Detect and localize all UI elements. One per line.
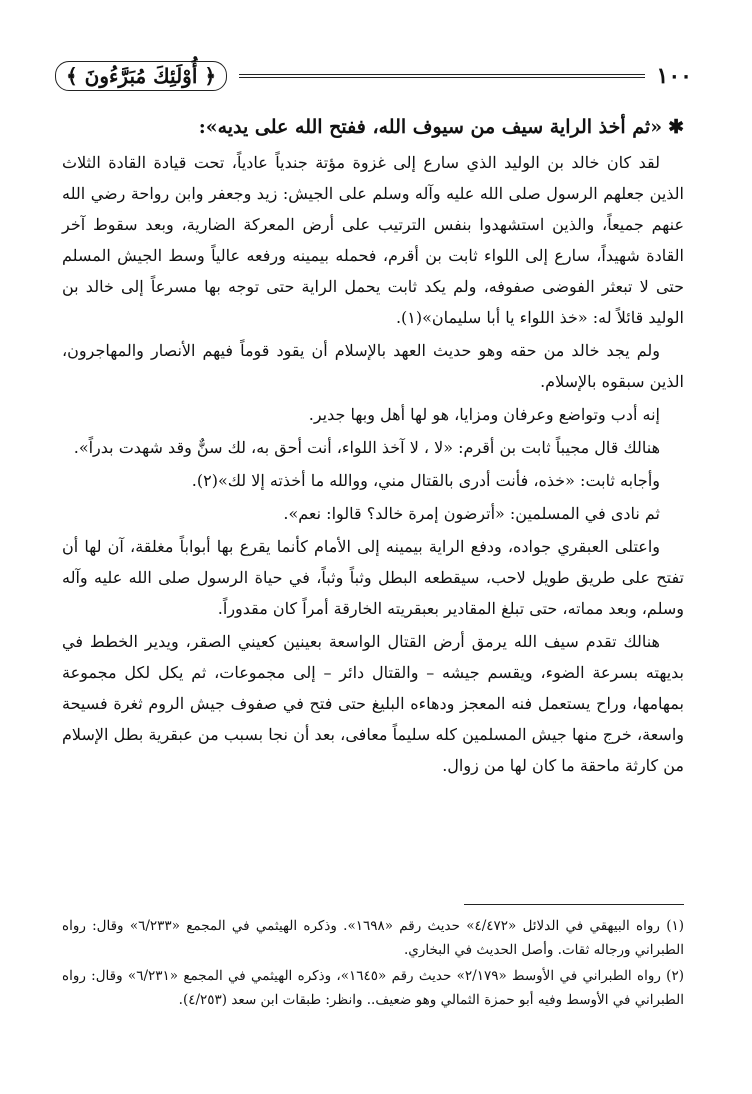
paragraph: إنه أدب وتواضع وعرفان ومزايا، هو لها أهل وبها جدير. [308,405,660,424]
paragraph: هنالك تقدم سيف الله يرمق أرض القتال الواسعة بعينين كعيني الصقر، ويدير الخطط في بديهته بسرعة الضوء، ويقسم جيشه – والقتال دائر – إلى مجموعات، ثم يكل لكل مجموعة بمهامها، وراح يستعمل فنه المعجز ودهاءه البليغ حتى فتح في صفوف جيش الروم ثغرة فسيحة واسعة، خرج منها جيش المسلمين كله سليماً معافى، بعد أن نجا بسبب من عبقرية بطل الإسلام من كارثة ماحقة ما كان لها من زوال. [62,632,685,775]
paragraph: ثم نادى في المسلمين: «أترضون إمرة خالد؟ قالوا: نعم». [283,504,660,523]
section-heading-text: «ثم أخذ الراية سيف من سيوف الله، ففتح الله على يديه»: [198,116,663,138]
main-text [62,112,684,783]
header-rule [239,74,644,78]
paragraph: وأجابه ثابت: «خذه، فأنت أدرى بالقتال مني، ووالله ما أخذته إلا لك»(٢). [191,471,660,490]
paragraph: ولم يجد خالد من حقه وهو حديث العهد بالإسلام أن يقود قوماً فيهم الأنصار والمهاجرون، الذين سبقوه بالإسلام. [62,341,684,391]
section-heading [62,112,684,143]
footnote: (٢) رواه الطبراني في الأوسط «٢/١٧٩» حديث رقم «١٦٤٥»، وذكره الهيثمي في المجمع «٦/٢٣١» وقال: رواه الطبراني في الأوسط وفيه أبو حمزة الثمالي وهو ضعيف.. وانظر: طبقات ابن سعد (٤/٢٥٣). [62,968,684,1008]
star-icon: ✱ [668,116,684,138]
running-title: ﴿ أُوْلَئِكَ مُبَرَّءُونَ ﴾ [55,61,227,91]
page-header [55,60,692,92]
page-number: ١٠٠ [656,63,692,89]
footnotes [62,914,684,1014]
footnote: (١) رواه البيهقي في الدلائل «٤/٤٧٢» حديث رقم «١٦٩٨». وذكره الهيثمي في المجمع «٦/٢٣٣» وقال: رواه الطبراني ورجاله ثقات. وأصل الحديث في البخاري. [62,918,685,958]
paragraph: هنالك قال مجيباً ثابت بن أقرم: «لا ، لا آخذ اللواء، أنت أحق به، لك سنٌّ وقد شهدت بدراً». [73,438,660,457]
paragraph: لقد كان خالد بن الوليد الذي سارع إلى غزوة مؤتة جندياً عادياً، تحت قيادة القادة الثلاث الذين جعلهم الرسول صلى الله عليه وآله وسلم على الجيش: زيد وجعفر وابن رواحة رضي الله عنهم جميعاً، والذين استشهدوا بنفس الترتيب على أرض المعركة الضارية، وبعد سقوط آخر القادة شهيداً، سارع إلى اللواء ثابت بن أقرم، فحمله بيمينه ورفعه عالياً وسط الجيش المسلم حتى لا تبعثر الفوضى صفوفه، ولم يكد ثابت يحمل الراية حتى توجه بها مسرعاً إلى خالد بن الوليد قائلاً له: «خذ اللواء يا أبا سليمان»(١). [62,153,684,327]
paragraph: واعتلى العبقري جواده، ودفع الراية بيمينه إلى الأمام كأنما يقرع بها أبواباً مغلقة، آن لها أن تفتح على طريق طويل لاحب، سيقطعه البطل وثباً وثباً، في حياة الرسول صلى الله عليه وآله وسلم، وبعد مماته، حتى تبلغ المقادير بعبقريته الخارقة أمراً كان مقدوراً. [62,537,684,618]
footnote-rule [464,904,684,905]
